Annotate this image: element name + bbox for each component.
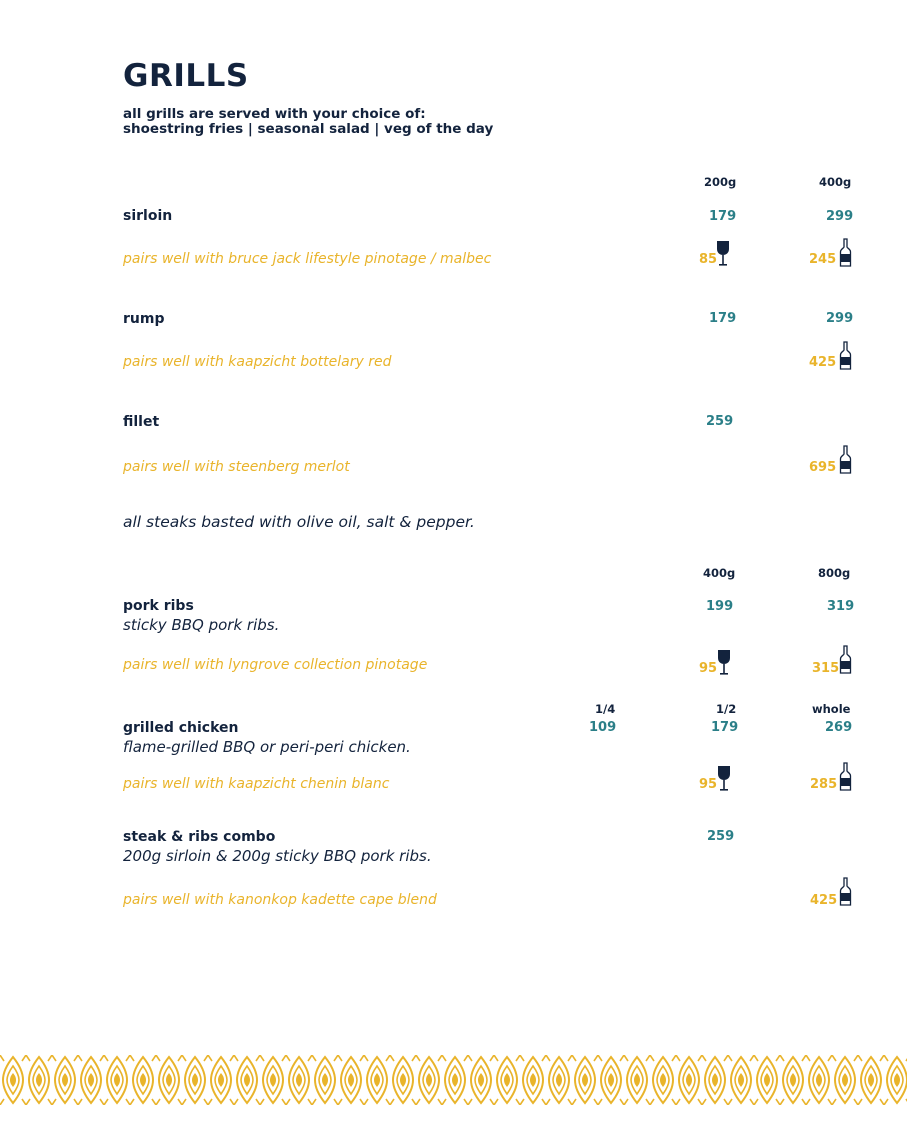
menu-item-sirloin: sirloin — [123, 208, 173, 224]
combo-description: 200g sirloin & 200g sticky BBQ pork ribs. — [123, 847, 432, 865]
wine-bottle-icon — [839, 877, 852, 907]
pork-ribs-description: sticky BBQ pork ribs. — [123, 616, 280, 634]
combo-bottle-price: 425 — [810, 893, 838, 908]
decorative-pattern-band — [0, 1055, 907, 1105]
rump-price-400g: 299 — [826, 311, 854, 326]
size-header-half: 1/2 — [716, 702, 737, 716]
size-header-400g: 400g — [819, 175, 852, 189]
menu-item-fillet: fillet — [123, 414, 160, 430]
size-header-400g-ribs: 400g — [703, 566, 736, 580]
rump-pairing: pairs well with kaapzicht bottelary red — [123, 354, 392, 370]
size-header-whole: whole — [812, 702, 851, 716]
pork-ribs-pairing: pairs well with lyngrove collection pinotage — [123, 657, 428, 673]
pork-ribs-price-400g: 199 — [706, 599, 734, 614]
chicken-price-half: 179 — [711, 720, 739, 735]
fillet-pairing: pairs well with steenberg merlot — [123, 459, 350, 475]
subtitle-line-2: shoestring fries | seasonal salad | veg of the day — [123, 121, 494, 137]
sirloin-bottle-price: 245 — [809, 252, 837, 267]
combo-price: 259 — [707, 829, 735, 844]
chicken-price-quarter: 109 — [589, 720, 617, 735]
page-title: GRILLS — [123, 58, 249, 94]
wine-bottle-icon — [839, 762, 852, 792]
menu-item-steak-ribs-combo: steak & ribs combo — [123, 829, 276, 845]
sirloin-glass-price: 85 — [699, 252, 718, 267]
pork-ribs-bottle-price: 315 — [812, 661, 840, 676]
sirloin-price-400g: 299 — [826, 209, 854, 224]
menu-item-rump: rump — [123, 311, 165, 327]
pork-ribs-glass-price: 95 — [699, 661, 718, 676]
combo-pairing: pairs well with kanonkop kadette cape blend — [123, 892, 437, 908]
rump-price-200g: 179 — [709, 311, 737, 326]
chicken-bottle-price: 285 — [810, 777, 838, 792]
sirloin-pairing: pairs well with bruce jack lifestyle pinotage / malbec — [123, 251, 492, 267]
wine-glass-icon — [716, 649, 732, 676]
size-header-quarter: 1/4 — [595, 702, 616, 716]
rump-bottle-price: 425 — [809, 355, 837, 370]
grilled-chicken-description: flame-grilled BBQ or peri-peri chicken. — [123, 738, 411, 756]
wine-bottle-icon — [839, 645, 852, 675]
size-header-800g-ribs: 800g — [818, 566, 851, 580]
steak-note: all steaks basted with olive oil, salt & pepper. — [123, 513, 475, 531]
menu-item-pork-ribs: pork ribs — [123, 598, 194, 614]
wine-bottle-icon — [839, 341, 852, 371]
chicken-glass-price: 95 — [699, 777, 718, 792]
menu-item-grilled-chicken: grilled chicken — [123, 720, 239, 736]
wine-bottle-icon — [839, 445, 852, 475]
wine-glass-icon — [715, 240, 731, 267]
fillet-price-200g: 259 — [706, 414, 734, 429]
subtitle-line-1: all grills are served with your choice of: — [123, 106, 426, 122]
chicken-price-whole: 269 — [825, 720, 853, 735]
wine-glass-icon — [716, 765, 732, 792]
sirloin-price-200g: 179 — [709, 209, 737, 224]
pork-ribs-price-800g: 319 — [827, 599, 855, 614]
size-header-200g: 200g — [704, 175, 737, 189]
grilled-chicken-pairing: pairs well with kaapzicht chenin blanc — [123, 776, 390, 792]
fillet-bottle-price: 695 — [809, 460, 837, 475]
wine-bottle-icon — [839, 238, 852, 268]
